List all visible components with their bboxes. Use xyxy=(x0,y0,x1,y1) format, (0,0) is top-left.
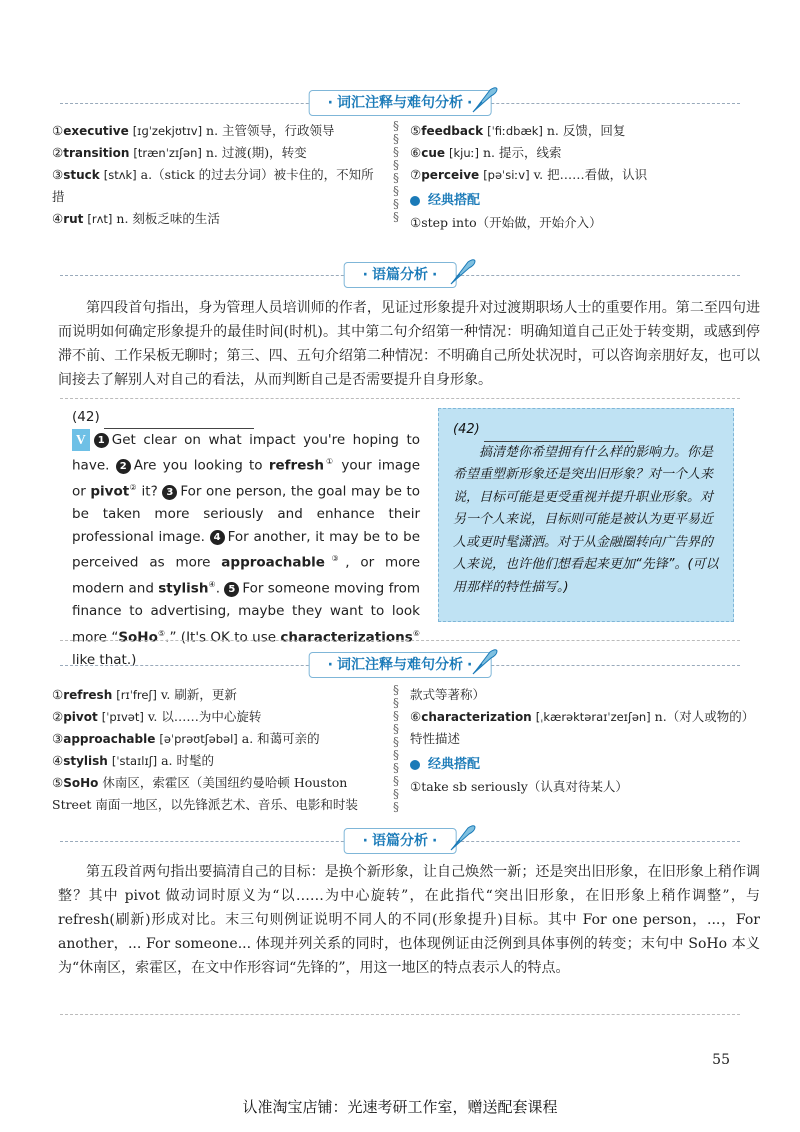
vocab-phonetic: [ˈfiːdbæk] xyxy=(487,124,543,138)
vocab-word: perceive xyxy=(421,168,480,182)
vocab-definition: a. 和蔼可亲的 xyxy=(241,731,320,746)
vocab-num: ① xyxy=(52,123,64,138)
vocab-item xyxy=(52,728,382,750)
translation-box xyxy=(438,408,734,622)
vocab-num: ① xyxy=(52,687,64,702)
analysis-header-2: · 语篇分析 · xyxy=(0,828,800,854)
vocab-list-right xyxy=(410,120,752,234)
quill-icon xyxy=(470,84,500,114)
sentence-number-4: 4 xyxy=(210,530,225,545)
vocab-word: stylish xyxy=(63,754,108,768)
vocab-phonetic: [əˈprəʊtʃəbəl] xyxy=(159,732,238,746)
vocab-word: rut xyxy=(63,212,84,226)
vocab-block-1 xyxy=(52,120,752,240)
vocab-definition: a.（stick 的过去分词）被卡住的，不知所措 xyxy=(52,167,374,204)
vocab-definition: n.（对人或物的）特性描述 xyxy=(410,709,748,746)
vocab-word: feedback xyxy=(421,124,484,138)
vocab-continuation: 款式等著称） xyxy=(410,687,486,702)
vocab-num: ② xyxy=(52,145,64,160)
analysis-header-1: · 语篇分析 · xyxy=(0,262,800,288)
vocab-item xyxy=(52,772,382,816)
vocab-num: ③ xyxy=(52,167,64,182)
vocab-num: ④ xyxy=(52,211,64,226)
vocab-phonetic: [ɪɡˈzekjʊtɪv] xyxy=(132,124,203,138)
quill-icon xyxy=(470,646,500,676)
passage-text: (42) V 1 Get clear on what impact you're hoping to have. 2 Are you looking to refresh① your image or pivot② it? 3 For one person, the goal may be to be taken more seriously and enhance their professional image. 4 For another, it may be to be perceived as more approachable③, or more modern and stylish④. 5 For someone moving from finance to advertising, maybe they want to look more “SoHo⑤.” (It's OK to use characterizations⑥ like that.) xyxy=(72,409,421,668)
vocab-item xyxy=(52,208,382,230)
vocab-num: ⑥ xyxy=(410,145,422,160)
vocab-phonetic: [rɪˈfreʃ] xyxy=(116,688,157,702)
vocab-phonetic: [rʌt] xyxy=(87,212,113,226)
vocab-header-2: · 词汇注释与难句分析 · xyxy=(0,652,800,678)
vocab-num: ⑤ xyxy=(410,123,422,138)
sentence-number-5: 5 xyxy=(224,582,239,597)
vocab-item xyxy=(52,142,382,164)
separator xyxy=(60,640,740,641)
vocab-word: stuck xyxy=(63,168,100,182)
collocation-item: ①take sb seriously（认真对待某人） xyxy=(410,779,628,794)
bullet-icon xyxy=(410,760,420,770)
footer-text: 认准淘宝店铺：光速考研工作室，赠送配套课程 xyxy=(242,1098,558,1116)
vocab-word: approachable xyxy=(63,732,156,746)
collocation-heading: 经典搭配 xyxy=(410,754,752,776)
vocab-definition: n. 过渡(期)，转变 xyxy=(205,145,307,160)
vocab-phonetic: [kjuː] xyxy=(449,146,479,160)
analysis-paragraph-1: 第四段首句指出，身为管理人员培训师的作者，见证过形象提升对过渡期职场人士的重要作用。第二至四句进而说明如何确定形象提升的最佳时间(时机)。其中第二句介绍第一种情况：明确知道自己正处于转变期，或感到停滞不前、工作呆板无聊时；第三、四、五句介绍第二种情况：不明确自己所处状况时，可以咨询亲朋好友，也可以间接去了解别人对自己的看法，从而判断自己是否需要提升自身形象。 xyxy=(58,300,760,388)
vocab-word: characterization xyxy=(421,710,532,724)
vocab-num: ④ xyxy=(52,753,64,768)
vocab-phonetic: [ˈpɪvət] xyxy=(101,710,144,724)
vocab-block-2 xyxy=(52,684,752,824)
separator xyxy=(60,398,740,399)
vocab-list-left xyxy=(52,684,382,816)
analysis-paragraph-2: 第五段首两句指出要搞清自己的目标：是换个新形象，让自己焕然一新；还是突出旧形象，在旧形象上稍作调整？其中 pivot 做动词时原义为“以……为中心旋转”，在此指代“突出旧形象，在旧形象上稍作调整”，与 refresh(刷新)形成对比。末三句则例证说明不同人的不同(形象提升)目标。其中 For one person，...，For another，... For someone... 体现并列关系的同时，也体现例证由泛例到具体事例的转变；末句中 SoHo 本义为“休南区，索霍区，在文中作形容词“先锋的”，用这一地区的特点表示人的特点。 xyxy=(58,864,760,976)
sentence-number-3: 3 xyxy=(162,485,177,500)
sentence-number-2: 2 xyxy=(116,459,131,474)
vocab-definition: 休南区，索霍区（美国纽约曼哈顿 Houston Street 南面一地区，以先锋派艺术、音乐、电影和时装 xyxy=(52,775,358,812)
divider-squiggle: § § § § § § § § xyxy=(393,119,399,224)
sentence-number-1: 1 xyxy=(94,433,109,448)
vocab-list-left xyxy=(52,120,382,230)
vocab-word: SoHo xyxy=(63,776,99,790)
vocab-item xyxy=(410,706,752,750)
vocab-num: ⑥ xyxy=(410,709,422,724)
vocab-item xyxy=(52,706,382,728)
vocab-phonetic: [ˌkærəktəraɪˈzeɪʃən] xyxy=(535,710,651,724)
vocab-header-1: · 词汇注释与难句分析 · xyxy=(0,90,800,116)
vocab-word: pivot xyxy=(63,710,98,724)
paragraph-marker: V xyxy=(72,429,90,452)
vocab-item xyxy=(52,120,382,142)
vocab-definition: a. 时髦的 xyxy=(161,753,215,768)
vocab-list-right xyxy=(410,684,752,798)
vocab-definition: n. 刻板乏味的生活 xyxy=(116,211,220,226)
vocab-definition: n. 反馈，回复 xyxy=(546,123,626,138)
vocab-phonetic: [pəˈsiːv] xyxy=(483,168,530,182)
vocab-phonetic: [trænˈzɪʃən] xyxy=(133,146,202,160)
collocation-heading: 经典搭配 xyxy=(410,190,752,212)
bullet-icon xyxy=(410,196,420,206)
vocab-definition: v. 以……为中心旋转 xyxy=(147,709,262,724)
question-number: (42) xyxy=(72,409,100,425)
translation-number: (42) xyxy=(453,422,480,437)
analysis-header-title: 语篇分析 xyxy=(372,267,428,283)
page-number: 55 xyxy=(712,1052,730,1068)
analysis-header-title: 语篇分析 xyxy=(372,833,428,849)
vocab-phonetic: [ˈstaɪlɪʃ] xyxy=(111,754,158,768)
translation-blank[interactable] xyxy=(484,427,634,442)
vocab-item xyxy=(410,120,752,142)
vocab-item xyxy=(52,750,382,772)
vocab-num: ⑦ xyxy=(410,167,422,182)
vocab-num: ② xyxy=(52,709,64,724)
vocab-item xyxy=(410,142,752,164)
vocab-item xyxy=(410,164,752,186)
answer-blank[interactable] xyxy=(104,414,254,429)
vocab-definition: n. 提示，线索 xyxy=(482,145,562,160)
vocab-word: executive xyxy=(63,124,129,138)
translation-text: 搞清楚你希望拥有什么样的影响力。你是希望重塑新形象还是突出旧形象？对一个人来说，目标可能是更受重视并提升职业形象。对另一个人来说，目标则可能是被认为更平易近人或更时髦潇洒。对于从金融圈转向广告界的人来说，也许他们想看起来更加“先锋”。(可以用那样的特性描写。) xyxy=(453,444,719,595)
vocab-item xyxy=(52,164,382,208)
vocab-num: ⑤ xyxy=(52,775,64,790)
quill-icon xyxy=(448,822,478,852)
vocab-word: cue xyxy=(421,146,446,160)
collocation-item: ①step into（开始做，开始介入） xyxy=(410,215,602,230)
quill-icon xyxy=(448,256,478,286)
vocab-phonetic: [stʌk] xyxy=(103,168,137,182)
vocab-word: transition xyxy=(63,146,130,160)
vocab-word: refresh xyxy=(63,688,113,702)
vocab-header-title: 词汇注释与难句分析 xyxy=(337,95,463,111)
vocab-definition: v. 把……看做，认识 xyxy=(533,167,648,182)
vocab-num: ③ xyxy=(52,731,64,746)
vocab-item xyxy=(52,684,382,706)
vocab-header-title: 词汇注释与难句分析 xyxy=(337,657,463,673)
separator xyxy=(60,1014,740,1015)
divider-squiggle: § § § § § § § § § § xyxy=(393,683,399,814)
vocab-definition: v. 刷新，更新 xyxy=(160,687,237,702)
vocab-definition: n. 主管领导，行政领导 xyxy=(206,123,335,138)
